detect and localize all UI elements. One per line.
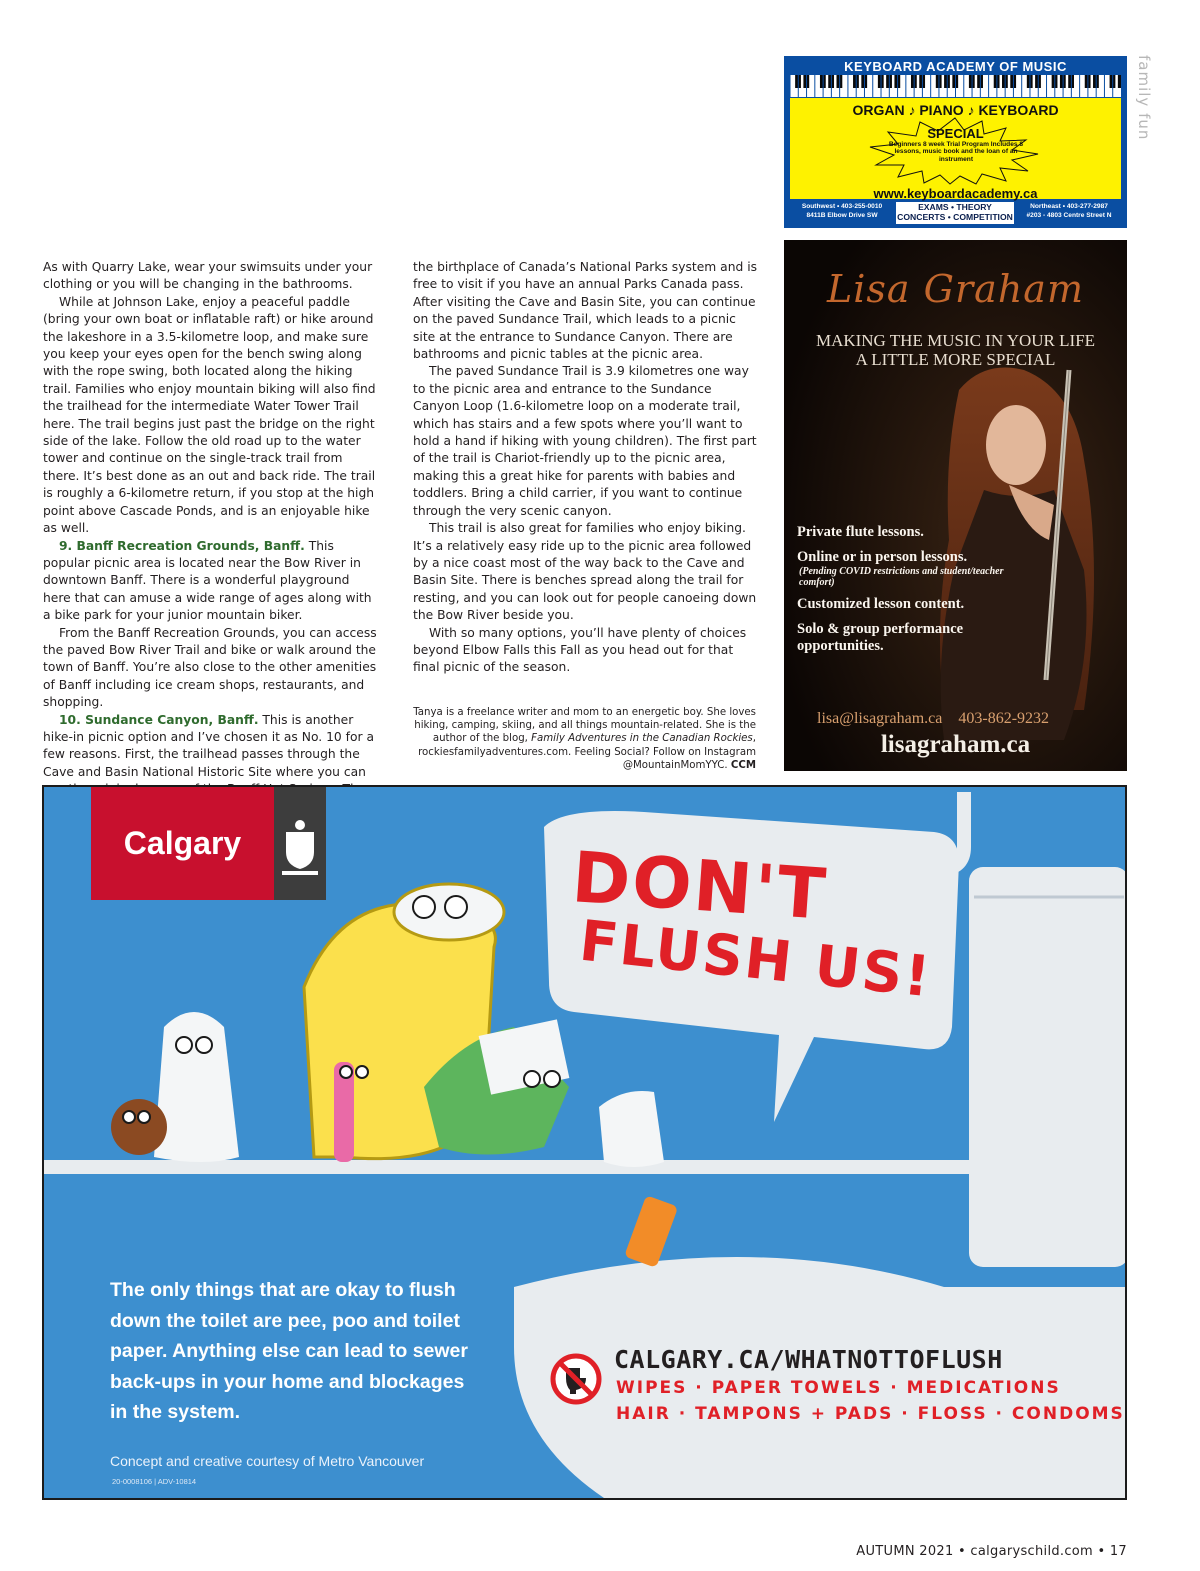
- lisa-graham-signature: Lisa Graham: [827, 267, 1084, 311]
- email-link[interactable]: lisa@lisagraham.ca: [817, 710, 943, 727]
- item-text: This popular picnic area is located near the Bow River in downtown Banff. There is a wonderful playground here that can amuse a wide range of ages along with a bike park for your junior mountain biker.: [43, 538, 372, 623]
- section-tab: family fun: [1135, 55, 1153, 141]
- ad-title: KEYBOARD ACADEMY OF MUSIC: [844, 59, 1067, 74]
- do-not-flush-list-2: HAIR · TAMPONS + PADS · FLOSS · CONDOMS: [616, 1404, 1125, 1424]
- services-box: [896, 202, 1014, 224]
- piano-keys-icon: [790, 75, 1121, 97]
- feature-text: Online or in person lessons.: [797, 549, 968, 565]
- services-line-2: CONCERTS • COMPETITION: [897, 212, 1013, 222]
- headline-flush-us: FLUSH US!: [576, 908, 935, 1011]
- flutist-photo: [784, 240, 1127, 771]
- paragraph: While at Johnson Lake, enjoy a peaceful paddle (bring your own boat or inflatable raft) or hike around the lakeshore in a 3.5-kilometre loop, and make sure you keep your eyes open for the bench swing along with the rope swing, both located along the hiking trail. Families who enjoy mountain biking will also find the trailhead for the intermediate Water Tower Trail here. The trail begins just past the bridge on the right side of the lake. Follow the old road up to the water tower and continue on the single-track trail from there. It’s best done as an out and back ride. The trail is roughly a 6-kilometre return, if you stop at the high point above Cascade Ponds, and is an enjoyable hike as well.: [43, 294, 376, 536]
- tagline-line-1: MAKING THE MUSIC IN YOUR LIFE: [815, 331, 1096, 350]
- ad-website[interactable]: www.keyboardacademy.ca: [873, 186, 1038, 201]
- no-flush-icon: [549, 1352, 603, 1406]
- piano-keys-graphic: [790, 75, 1121, 97]
- feature-note: (Pending COVID restrictions and student/teacher comfort): [799, 566, 1004, 588]
- paragraph: [43, 538, 379, 625]
- lisa-website-link[interactable]: lisagraham.ca: [880, 731, 1031, 758]
- paragraph: With so many options, you’ll have plenty of choices beyond Elbow Falls this Fall as you head out for that final picnic of the season.: [413, 625, 747, 675]
- northeast-location: [1017, 202, 1121, 220]
- paragraph: From the Banff Recreation Grounds, you can access the paved Bow River Trail and bike or walk around the town of Banff. You’re also close to the other amenities of Banff including ice cream shops, restaurants, and shopping.: [43, 625, 377, 710]
- southwest-phone: Southwest • 403-255-0010: [801, 203, 883, 210]
- services-line-1: EXAMS • THEORY: [918, 202, 992, 212]
- southwest-location: [790, 202, 894, 220]
- ad-message: The only things that are okay to flush down the toilet are pee, poo and toilet paper. Anything else can lead to sewer back-ups in your home and blockages in the system.: [110, 1279, 468, 1423]
- feature-item: Private flute lessons.: [797, 524, 924, 540]
- item-text: This is another hike-in picnic option and I’ve chosen it as No. 10 for a few reasons. First, the trailhead passes through the Cave and Basin National Historic Site where you can: [43, 712, 374, 779]
- blog-title: Family Adventures in the Canadian Rockies: [531, 733, 753, 745]
- article-column-1: [43, 259, 379, 816]
- instruments-line: ORGAN ♪ PIANO ♪ KEYBOARD: [852, 102, 1059, 118]
- headline-dont: DON'T: [569, 836, 830, 936]
- paragraph: As with Quarry Lake, wear your swimsuits under your clothing or you will be changing in the bathrooms.: [43, 260, 373, 292]
- article-column-2: [413, 259, 758, 677]
- feature-item: [797, 549, 1017, 588]
- ad-credit: Concept and creative courtesy of Metro Vancouver: [110, 1453, 425, 1469]
- phone-number[interactable]: 403-862-9232: [958, 710, 1050, 727]
- ad-locations: [790, 202, 1121, 224]
- paragraph: The paved Sundance Trail is 3.9 kilometres one way to the picnic area and entrance to the Sundance Canyon Loop (1.6-kilometre loop on a moderate trail, which has stairs and a few spots where you’ll want to hold a hand if hiking with young children). The first part of the trail is Chariot-friendly up to the picnic area, making this a great hike for parents with babies and toddlers. Bring a child carrier, if you want to continue through the very scenic canyon.: [413, 364, 757, 518]
- calgary-wordmark: Calgary: [123, 825, 242, 861]
- feature-item: Solo & group performance opportunities.: [797, 621, 964, 654]
- city-crest-icon: [274, 787, 326, 900]
- calgary-flush-url[interactable]: CALGARY.CA/WHATNOTTOFLUSH: [614, 1345, 1003, 1374]
- end-mark: CCM: [730, 759, 756, 771]
- northeast-address: #203 - 4803 Centre Street N: [1026, 212, 1112, 219]
- special-label: SPECIAL: [927, 126, 984, 141]
- lisa-graham-ad[interactable]: [784, 240, 1127, 771]
- page-footer: AUTUMN 2021 • calgaryschild.com • 17: [856, 1544, 1127, 1559]
- paragraph: the birthplace of Canada’s National Parks system and is free to visit if you have an annual Parks Canada pass. After visiting the Cave and Basin Site, you can continue on the paved Sundance Trail, which leads to a picnic site at the entrance to Sundance Canyon. There are bathrooms and picnic tables at the picnic area.: [413, 260, 758, 362]
- do-not-flush-list-1: WIPES · PAPER TOWELS · MEDICATIONS: [616, 1378, 1061, 1398]
- northeast-phone: Northeast • 403-277-2987: [1030, 203, 1108, 210]
- crest-panel: [274, 787, 326, 900]
- item-heading: 9. Banff Recreation Grounds, Banff.: [59, 538, 305, 553]
- item-heading: 10. Sundance Canyon, Banff.: [59, 712, 259, 727]
- tagline: [784, 331, 1127, 369]
- calgary-flush-ad[interactable]: [42, 785, 1127, 1500]
- keyboard-academy-ad[interactable]: [784, 56, 1127, 228]
- bio-text: , rockiesfamilyadventures.com. Feeling Social? Follow on Instagram @MountainMomYYC.: [418, 733, 756, 771]
- paragraph: This trail is also great for families who enjoy biking. It’s a relatively easy ride up to the picnic area followed by a nice coast most of the way back to the Cave and Basin Site. There is benches spread along the trail for resting, and you can look out for people canoeing down the Bow River beside you.: [413, 521, 757, 623]
- calgary-logo: [91, 787, 274, 900]
- contact-line: [817, 710, 1117, 728]
- tagline-line-2: A LITTLE MORE SPECIAL: [855, 350, 1056, 369]
- ad-yellow-panel: [790, 98, 1121, 199]
- author-bio: [413, 706, 756, 772]
- special-deal: Beginners 8 week Trial Program Includes 8 lessons, music book and the loan of an instrument: [888, 141, 1024, 163]
- southwest-address: 8411B Elbow Drive SW: [806, 212, 878, 219]
- feature-item: Customized lesson content.: [797, 596, 965, 612]
- ad-code: 20-0008106 | ADV-10814: [112, 1477, 197, 1486]
- lesson-features: [797, 524, 1017, 663]
- bio-text: Tanya is a freelance writer and mom to an energetic boy. She loves hiking, camping, skiing, and all things mountain-related. She is the author of the blog,: [413, 707, 756, 745]
